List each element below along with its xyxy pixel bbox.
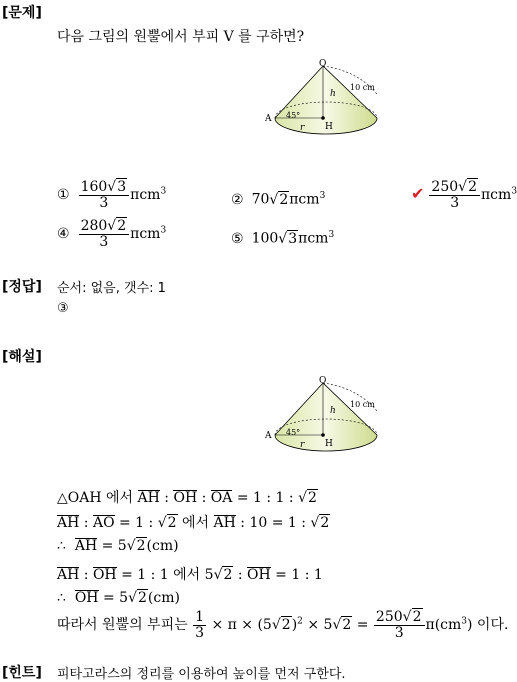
hint-header: [힌트]: [2, 665, 42, 681]
cone2-label-a: A: [265, 431, 272, 441]
choice-1-fraction: $\frac{160√3}{3}$: [79, 180, 130, 210]
solution-line-1: △OAH 에서 AH : OH : OA = 1 : 1 : √2: [57, 490, 317, 506]
cone2-label-radius: r: [300, 440, 305, 450]
solution-line-2: AH : AO = 1 : √2 에서 AH : 10 = 1 : √2: [57, 515, 330, 531]
choice-1-marker: ①: [57, 187, 70, 204]
solution-header: [해설]: [2, 349, 42, 365]
choice-5[interactable]: ⑤ 100√3πcm$^3$: [231, 230, 335, 247]
solution-line-4: AH : OH = 1 : 1 에서 5√2 : OH = 1 : 1: [57, 567, 323, 583]
choice-1[interactable]: ① $\frac{160√3}{3}$ πcm$^3$: [57, 179, 167, 211]
choice-4[interactable]: ④ $\frac{280√2}{3}$ πcm$^3$: [57, 218, 167, 250]
cone-label-o: O: [319, 59, 327, 69]
solution-line-6: 따라서 원뿔의 부피는 $\frac{1}{3}$ × $\pi \times (5√2)^2 \times 5√2$ = $\frac{250√2}{3}$ $\pi(cm^3)$ 이다.: [57, 609, 509, 641]
question-text: 다음 그림의 원뿔에서 부피 V 를 구하면?: [57, 29, 305, 45]
solution-fraction-one-third: $\frac{1}{3}$: [195, 609, 204, 641]
solution-fraction-result: $\frac{250√2}{3}$: [374, 610, 425, 640]
cone-label-radius: r: [300, 123, 305, 133]
answer-header: [정답]: [2, 279, 42, 295]
hint-text: 피타고라스의 정리를 이용하여 높이를 먼저 구한다.: [57, 667, 346, 682]
choice-5-marker: ⑤: [231, 230, 244, 247]
cone2-label-h: H: [325, 439, 333, 449]
check-mark-icon: ✔: [411, 184, 425, 204]
answer-value: ③: [57, 301, 69, 316]
cone-label-angle: 45°: [286, 111, 301, 120]
cone-label-height: h: [330, 89, 336, 99]
choice-4-fraction: $\frac{280√2}{3}$: [79, 219, 130, 249]
cone-figure: [258, 56, 383, 151]
cone2-label-angle: 45°: [286, 428, 301, 437]
solution-line-3: ∴ AH = 5√2(cm): [57, 538, 179, 554]
cone-label-slant: 10 cm: [350, 83, 375, 92]
choice-4-marker: ④: [57, 226, 70, 243]
cone-label-a: A: [265, 114, 272, 124]
cone2-label-height: h: [330, 406, 336, 416]
choice-2-marker: ②: [231, 191, 244, 208]
choice-2[interactable]: ② 70√2πcm$^3$: [231, 191, 326, 208]
cone-label-h: H: [325, 122, 333, 132]
choice-3[interactable]: ✔ $\frac{250√2}{3}$ πcm$^3$: [411, 179, 517, 211]
choice-3-fraction: $\frac{250√2}{3}$: [429, 180, 480, 210]
problem-header: [문제]: [2, 5, 42, 21]
solution-line-5: ∴ OH = 5√2(cm): [57, 590, 180, 606]
answer-meta: 순서: 없음, 갯수: 1: [57, 281, 166, 296]
solution-cone-figure: [258, 373, 383, 468]
cone2-label-slant: 10 cm: [350, 400, 375, 409]
cone2-label-o: O: [319, 376, 327, 386]
